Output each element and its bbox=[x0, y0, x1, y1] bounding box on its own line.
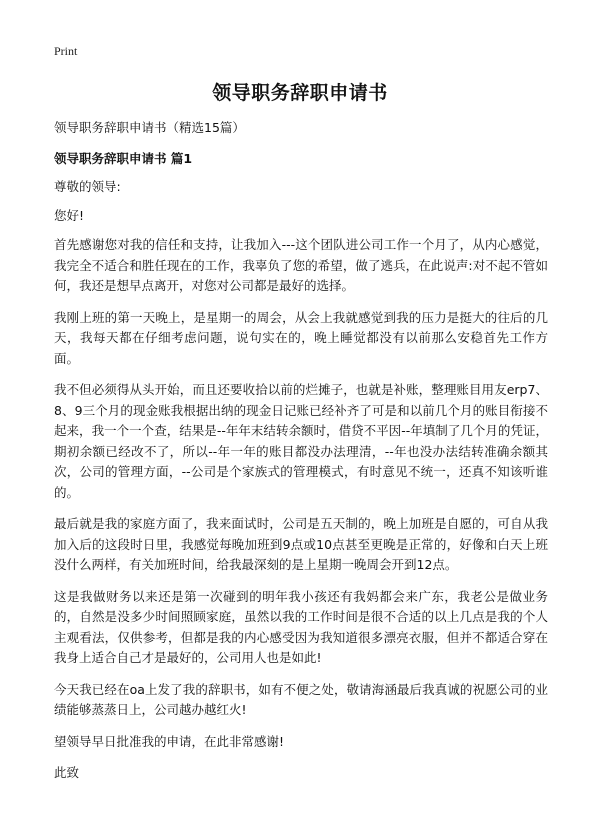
paragraph: 望领导早日批准我的申请，在此非常感谢! bbox=[54, 733, 285, 749]
paragraph: 今天我已经在oa上发了我的辞职书，如有不便之处，敬请海涵最后我真诚的祝愿公司的业绩能够蒸蒸日上，公司越办越红火! bbox=[54, 681, 548, 717]
document-body bbox=[54, 118, 548, 783]
document-subtitle: 领导职务辞职申请书（精选15篇） bbox=[54, 120, 245, 135]
section-heading: 领导职务辞职申请书 篇1 bbox=[54, 151, 193, 166]
document-title: 领导职务辞职申请书 bbox=[212, 82, 388, 104]
closing: 此致 bbox=[54, 765, 80, 780]
paragraph: 我刚上班的第一天晚上，是星期一的周会，从会上我就感觉到我的压力是挺大的往后的几天，我每天都在仔细考虑问题，说句实在的，晚上睡觉都没有以前那么安稳首先工作方面。 bbox=[54, 309, 548, 366]
salutation: 尊敬的领导: bbox=[54, 179, 121, 194]
print-link[interactable]: Print bbox=[54, 44, 78, 58]
paragraph: 我不但必须得从头开始，而且还要收拾以前的烂摊子，也就是补账，整理账目用友erp7、8、9三个月的现金账我根据出纳的现金日记账已经补齐了可是和以前几个月的账目衔接不起来，我一个一个查，结果是--年年末结转余额时，借贷不平因--年填制了几个月的凭证，期初余额已经改不了，所以--年一年的账目都没办法理清，--年也没办法结转准确余额其次，公司的管理方面，--公司是个家族式的管理模式，有时意见不统一，还真不知该听谁的。 bbox=[54, 382, 548, 500]
greeting: 您好! bbox=[54, 208, 85, 223]
paragraph: 首先感谢您对我的信任和支持，让我加入---这个团队进公司工作一个月了，从内心感觉，我完全不适合和胜任现在的工作，我辜负了您的希望，做了逃兵，在此说声:对不起不管如何，我还是想早点离开，对您对公司都是最好的选择。 bbox=[54, 237, 548, 293]
paragraph: 最后就是我的家庭方面了，我来面试时，公司是五天制的，晚上加班是自愿的，可自从我加入后的这段时日里，我感觉每晚加班到9点或10点甚至更晚是正常的，好像和白天上班没什么两样，有关加班时间，给我最深刻的是上星期一晚周会开到12点。 bbox=[54, 516, 548, 572]
paragraph: 这是我做财务以来还是第一次碰到的明年我小孩还有我妈都会来广东，我老公是做业务的，自然是没多少时间照顾家庭，虽然以我的工作时间是很不合适的以上几点是我的个人主观看法，仅供参考，但都是我的内心感受因为我知道很多漂亮衣服，但并不都适合穿在我身上适合自己才是最好的，公司用人也是如此! bbox=[54, 588, 548, 665]
